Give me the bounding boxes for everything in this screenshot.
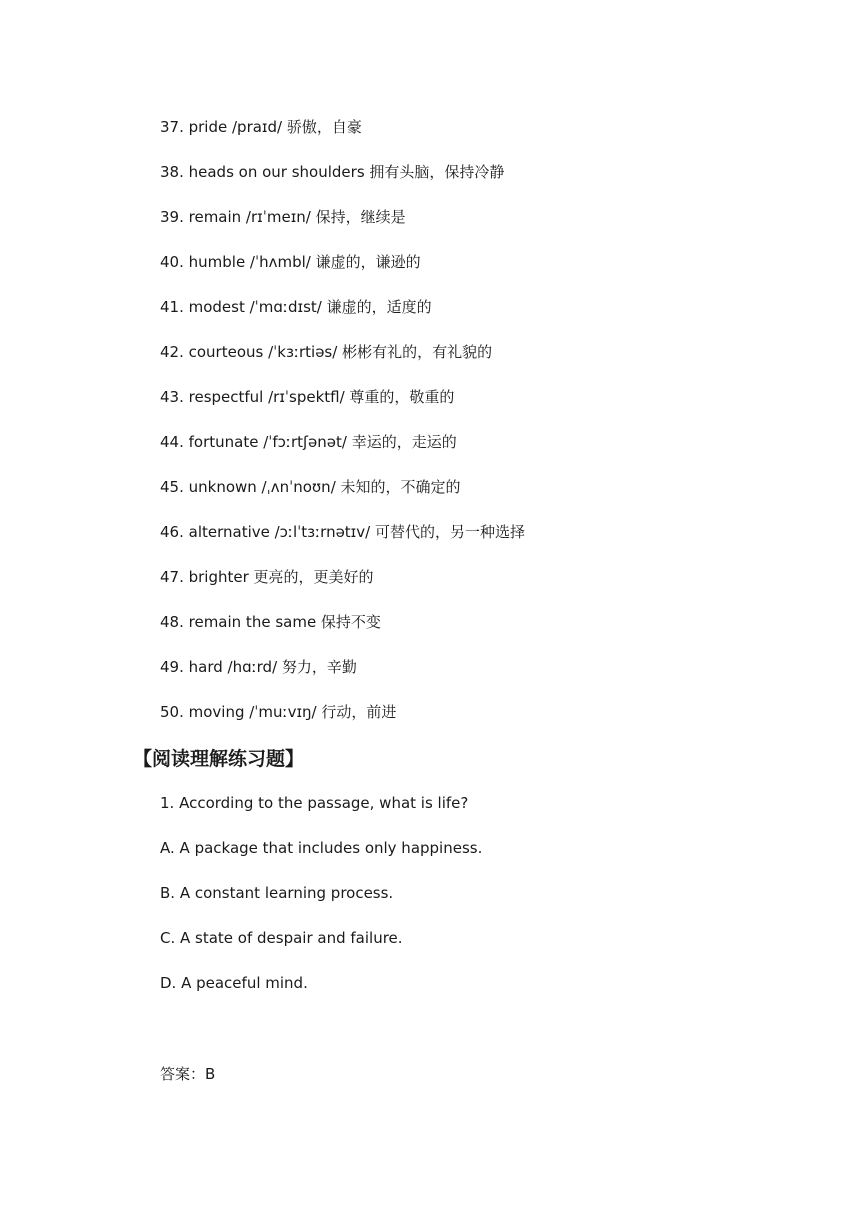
vocab-item: 44. fortunate /ˈfɔːrtʃənət/ 幸运的，走运的 (160, 433, 457, 451)
vocab-item: 37. pride /praɪd/ 骄傲，自豪 (160, 118, 362, 136)
answer-key: 答案：B (160, 1065, 216, 1083)
vocab-item: 49. hard /hɑːrd/ 努力，辛勤 (160, 658, 357, 676)
answer-option-a: A. A package that includes only happiness. (160, 839, 483, 857)
vocab-item: 46. alternative /ɔːlˈtɜːrnətɪv/ 可替代的，另一种选择 (160, 523, 525, 541)
vocab-item: 39. remain /rɪˈmeɪn/ 保持，继续是 (160, 208, 406, 226)
answer-option-c: C. A state of despair and failure. (160, 929, 403, 947)
answer-option-d: D. A peaceful mind. (160, 974, 308, 992)
vocabulary-list (160, 114, 525, 744)
vocab-item: 45. unknown /ˌʌnˈnoʊn/ 未知的，不确定的 (160, 478, 461, 496)
section-title: 【阅读理解练习题】 (133, 748, 305, 770)
vocab-item: 47. brighter 更亮的，更美好的 (160, 568, 374, 586)
vocab-item: 41. modest /ˈmɑːdɪst/ 谦虚的，适度的 (160, 298, 432, 316)
vocab-item: 50. moving /ˈmuːvɪŋ/ 行动，前进 (160, 703, 397, 721)
answer-option-b: B. A constant learning process. (160, 884, 394, 902)
vocab-item: 43. respectful /rɪˈspektfl/ 尊重的，敬重的 (160, 388, 455, 406)
quiz-question (160, 790, 482, 1015)
vocab-item: 38. heads on our shoulders 拥有头脑，保持冷静 (160, 163, 505, 181)
vocab-item: 40. humble /ˈhʌmbl/ 谦虚的，谦逊的 (160, 253, 421, 271)
vocab-item: 42. courteous /ˈkɜːrtiəs/ 彬彬有礼的，有礼貌的 (160, 343, 493, 361)
vocab-item: 48. remain the same 保持不变 (160, 613, 381, 631)
question-text: 1. According to the passage, what is life? (160, 794, 469, 812)
